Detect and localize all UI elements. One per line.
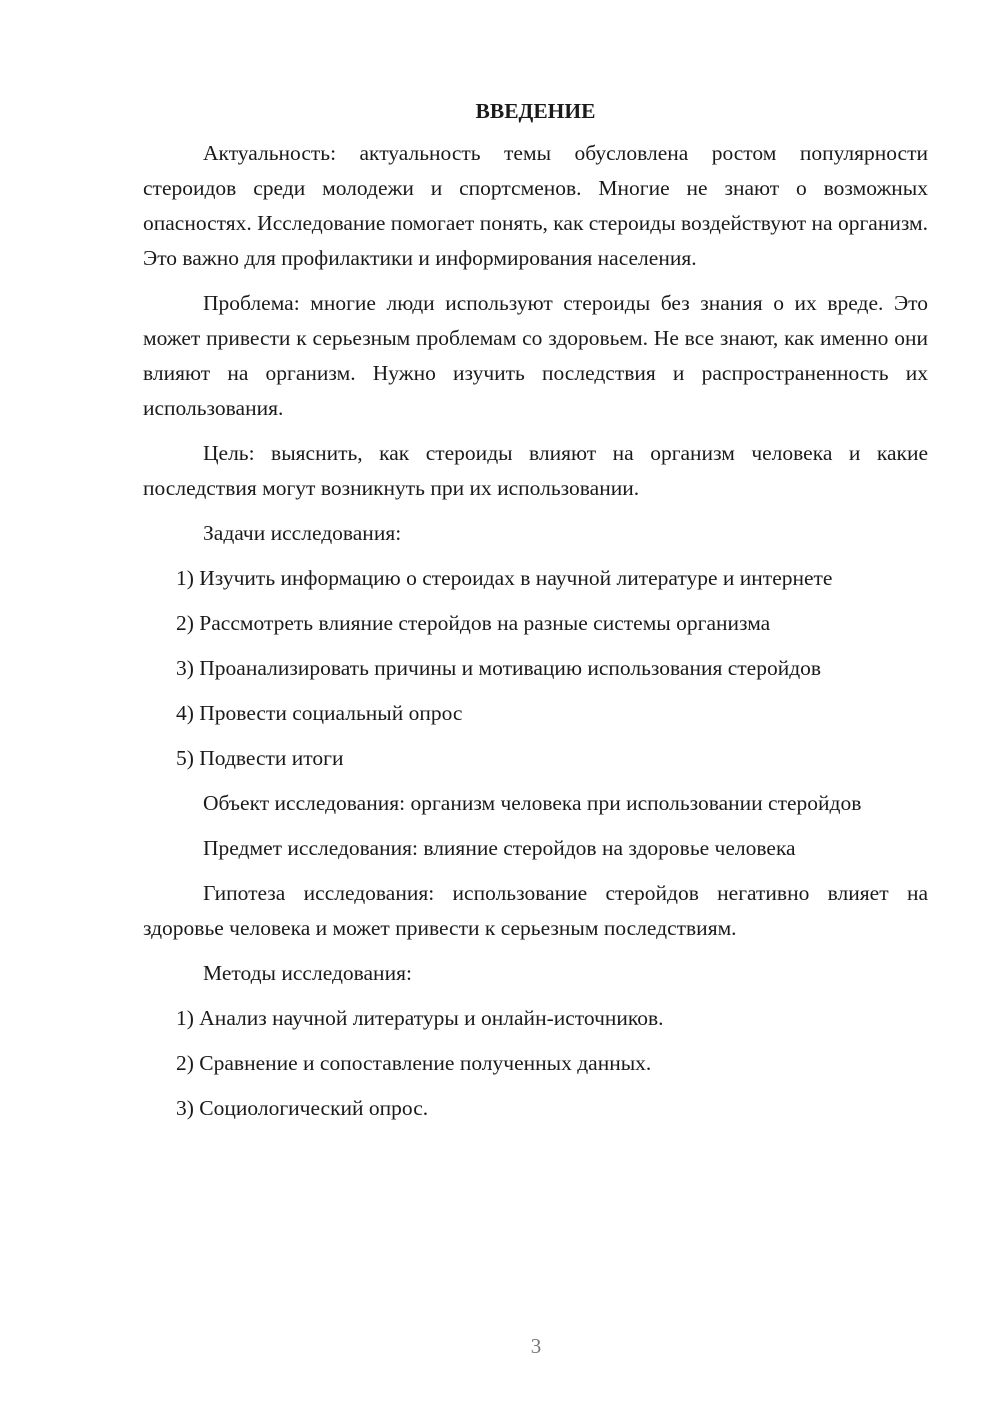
task-item: 3) Проанализировать причины и мотивацию использования стеройдов (176, 656, 822, 680)
methods-title: Методы исследования: (203, 961, 412, 985)
method-item: 1) Анализ научной литературы и онлайн-источников. (176, 1006, 664, 1030)
object-paragraph: Объект исследования: организм человека при использовании стеройдов (203, 791, 862, 815)
method-item: 2) Сравнение и сопоставление полученных данных. (176, 1051, 652, 1075)
hypothesis-paragraph: Гипотеза исследования: использование стеройдов негативно влияет на здоровье человека и может привести к серьезным последствиям. (143, 881, 928, 940)
tasks-title: Задачи исследования: (203, 521, 402, 545)
section-heading: ВВЕДЕНИЕ (475, 99, 596, 123)
task-item: 1) Изучить информацию о стероидах в научной литературе и интернете (176, 566, 833, 590)
page-number: 3 (530, 1334, 542, 1358)
page-content (143, 96, 928, 1136)
method-item: 3) Социологический опрос. (176, 1096, 429, 1120)
problem-paragraph: Проблема: многие люди используют стероиды без знания о их вреде. Это может привести к серьезным проблемам со здоровьем. Не все знают, как именно они влияют на организм. Нужно изучить последствия и распространенность их использования. (143, 291, 928, 420)
goal-paragraph: Цель: выяснить, как стероиды влияют на организм человека и какие последствия могут возникнуть при их использовании. (143, 441, 928, 500)
task-item: 5) Подвести итоги (176, 746, 344, 770)
task-item: 4) Провести социальный опрос (176, 701, 463, 725)
task-item: 2) Рассмотреть влияние стеройдов на разные системы организма (176, 611, 771, 635)
actuality-paragraph: Актуальность: актуальность темы обусловлена ростом популярности стероидов среди молодежи и спортсменов. Многие не знают о возможных опасностях. Исследование помогает понять, как стероиды воздействуют на организм. Это важно для профилактики и информирования населения. (143, 141, 928, 270)
subject-paragraph: Предмет исследования: влияние стеройдов на здоровье человека (203, 836, 796, 860)
